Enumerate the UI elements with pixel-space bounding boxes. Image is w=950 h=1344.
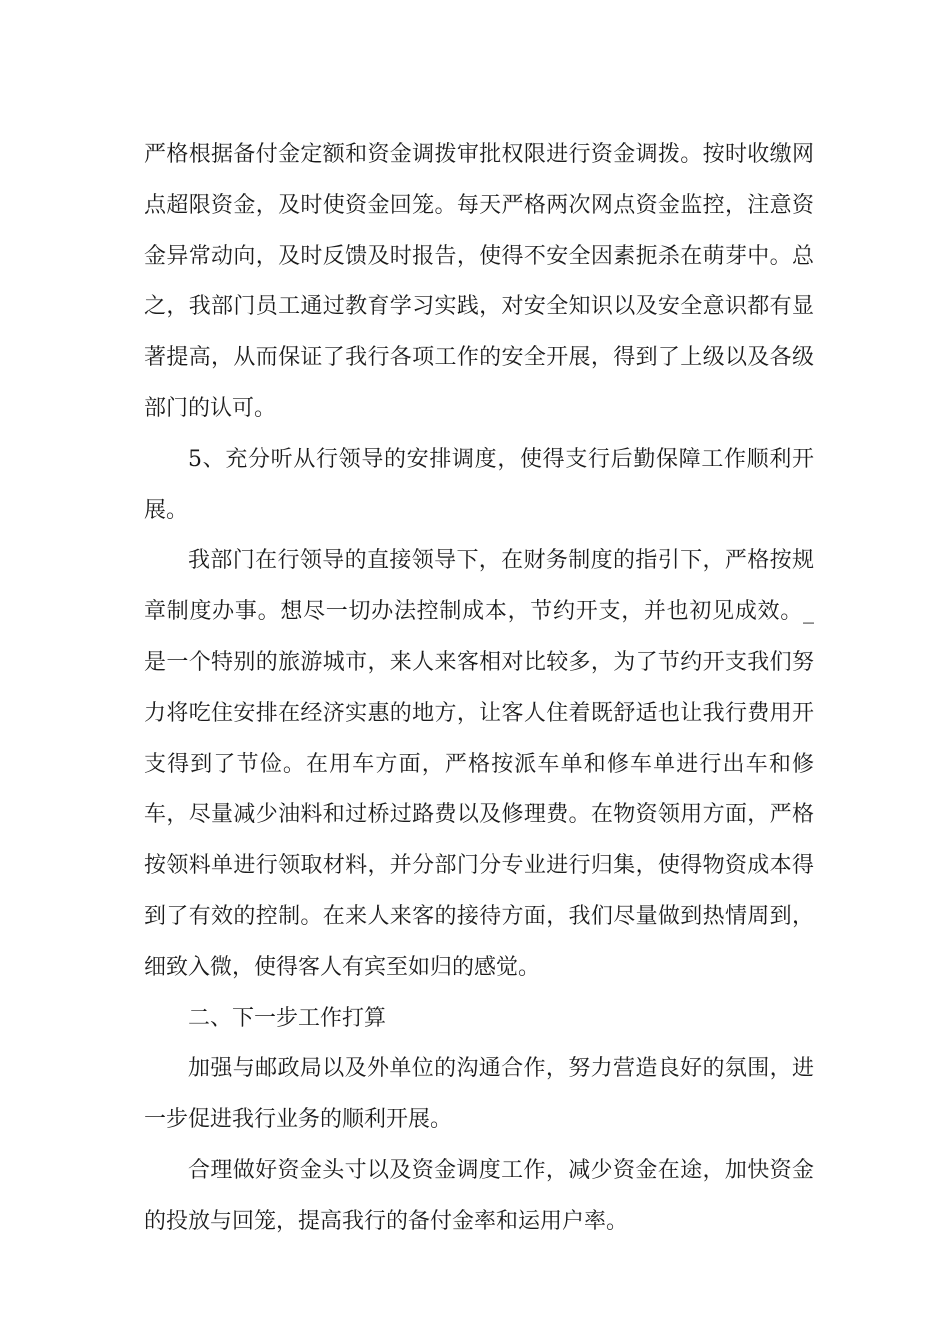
paragraph-item-5: 5、充分听从行领导的安排调度，使得支行后勤保障工作顺利开展。 (144, 446, 814, 523)
paragraph-cooperation: 加强与邮政局以及外单位的沟通合作，努力营造良好的氛围，进一步促进我行业务的顺利开展。 (144, 1056, 814, 1133)
paragraph-fund-allocation: 严格根据备付金定额和资金调拨审批权限进行资金调拨。按时收缴网点超限资金，及时使资金回笼。每天严格两次网点资金监控，注意资金异常动向，及时反馈及时报告，使得不安全因素扼杀在萌芽中。总之，我部门员工通过教育学习实践，对安全知识以及安全意识都有显著提高，从而保证了我行各项工作的安全开展，得到了上级以及各级部门的认可。 (144, 142, 814, 421)
paragraph-cost-control: 我部门在行领导的直接领导下，在财务制度的指引下，严格按规章制度办事。想尽一切办法控制成本，节约开支，并也初见成效。_是一个特别的旅游城市，来人来客相对比较多，为了节约开支我们努力将吃住安排在经济实惠的地方，让客人住着既舒适也让我行费用开支得到了节俭。在用车方面，严格按派车单和修车单进行出车和修车，尽量减少油料和过桥过路费以及修理费。在物资领用方面，严格按领料单进行领取材料，并分部门分专业进行归集，使得物资成本得到了有效的控制。在来人来客的接待方面，我们尽量做到热情周到，细致入微，使得客人有宾至如归的感觉。 (144, 548, 814, 980)
document-body (144, 130, 814, 1248)
paragraph-fund-scheduling: 合理做好资金头寸以及资金调度工作，减少资金在途，加快资金的投放与回笼，提高我行的备付金率和运用户率。 (144, 1157, 814, 1234)
section-heading-next-steps: 二、下一步工作打算 (188, 1005, 387, 1031)
